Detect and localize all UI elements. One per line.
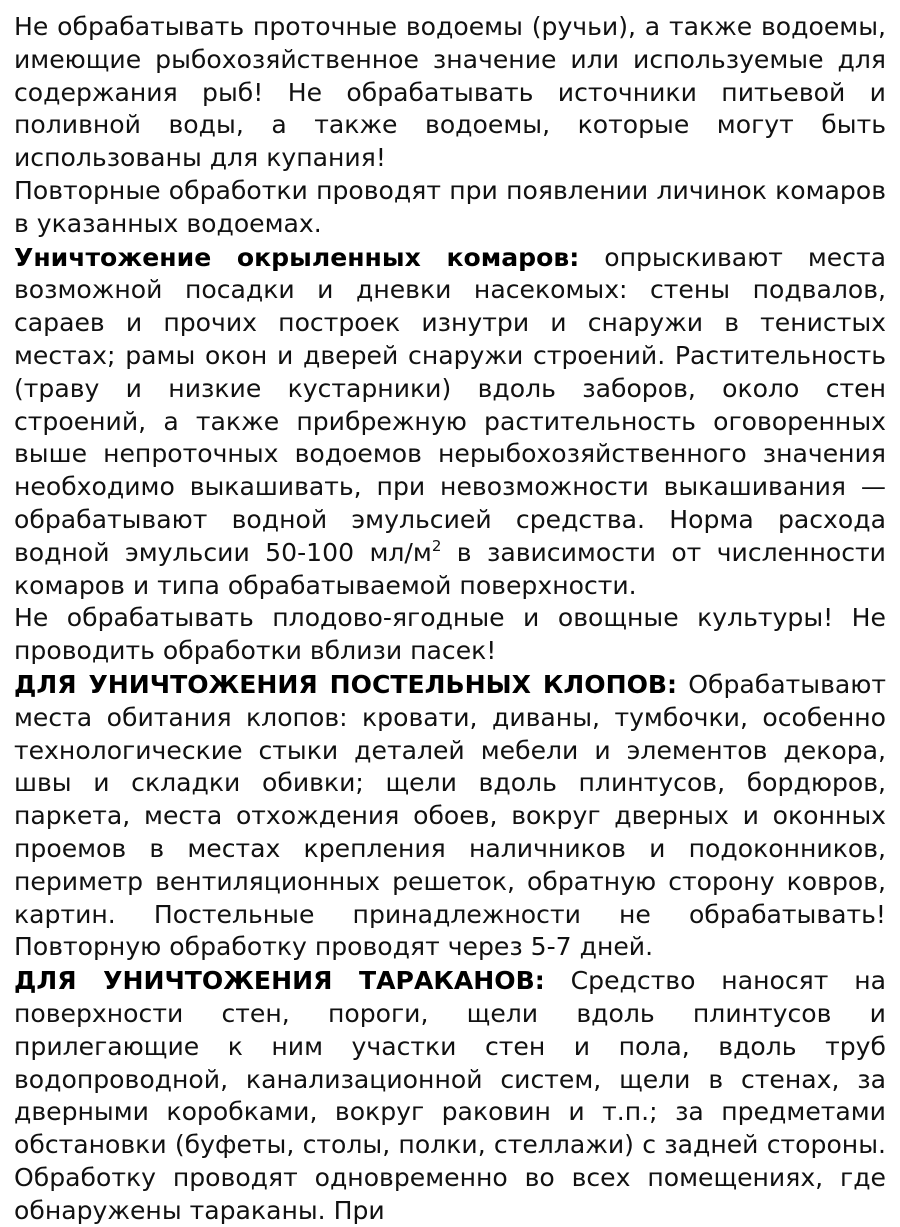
paragraph-text: Средство наносят на поверхности стен, пороги, щели вдоль плинтусов и прилегающие к ним участки стен и пола, вдоль труб водопроводной, канализационной систем, щели в стенах, за дверными коробками, вокруг раковин и т.п.; за предметами обстановки (буфеты, столы, полки, стеллажи) с задней стороны. Обработку проводят одновременно во всех помещениях, где обнаружены тараканы. При xyxy=(14,966,887,1225)
paragraph-winged-mosquitoes xyxy=(14,242,886,603)
paragraph-repeat-treatment xyxy=(14,175,886,241)
section-heading-cockroaches: ДЛЯ УНИЧТОЖЕНИЯ ТАРАКАНОВ: xyxy=(14,966,545,996)
paragraph-text: Обрабатывают места обитания клопов: кровати, диваны, тумбочки, особенно технологические стыки деталей мебели и элементов декора, швы и складки обивки; щели вдоль плинтусов, бордюров, паркета, места отхождения обоев, вокруг дверных и оконных проемов в местах крепления наличников и подоконников, периметр вентиляционных решеток, обратную сторону ковров, картин. Постельные принадлежности не обрабатывать! Повторную обработку проводят через 5-7 дней. xyxy=(14,669,886,962)
paragraph-bed-bugs xyxy=(14,669,886,964)
paragraph-cockroaches xyxy=(14,965,886,1227)
superscript-square: 2 xyxy=(431,536,442,555)
paragraph-text: Повторные обработки проводят при появлении личинок комаров в указанных водоемах. xyxy=(14,175,886,238)
paragraph-text: Не обрабатывать проточные водоемы (ручьи), а также водоемы, имеющие рыбохозяйственное значение или используемые для содержания рыб! Не обрабатывать источники питьевой и поливной воды, а также водоемы, которые могут быть использованы для купания! xyxy=(14,12,886,173)
paragraph-text-continued: в зависимости от численности комаров и типа обрабатываемой поверхности. xyxy=(14,537,886,600)
section-heading-winged-mosquitoes: Уничтожение окрыленных комаров: xyxy=(14,242,580,272)
section-heading-bed-bugs: ДЛЯ УНИЧТОЖЕНИЯ ПОСТЕЛЬНЫХ КЛОПОВ: xyxy=(14,669,678,699)
paragraph-text: опрыскивают места возможной посадки и дневки насекомых: стены подвалов, сараев и прочих построек изнутри и снаружи в тенистых местах; рамы окон и дверей снаружи строений. Растительность (траву и низкие кустарники) вдоль заборов, около стен строений, а также прибрежную растительность оговоренных выше непроточных водоемов нерыбохозяйственного значения необходимо выкашивать, при невозможности выкашивания — обрабатывают водной эмульсией средства. Норма расхода водной эмульсии 50-100 мл/м xyxy=(14,242,886,567)
paragraph-water-bodies-warning xyxy=(14,11,886,175)
paragraph-text: Не обрабатывать плодово-ягодные и овощные культуры! Не проводить обработки вблизи пасек! xyxy=(14,603,886,666)
paragraph-crops-apiary-warning xyxy=(14,602,886,668)
instruction-text-page xyxy=(14,11,886,1227)
